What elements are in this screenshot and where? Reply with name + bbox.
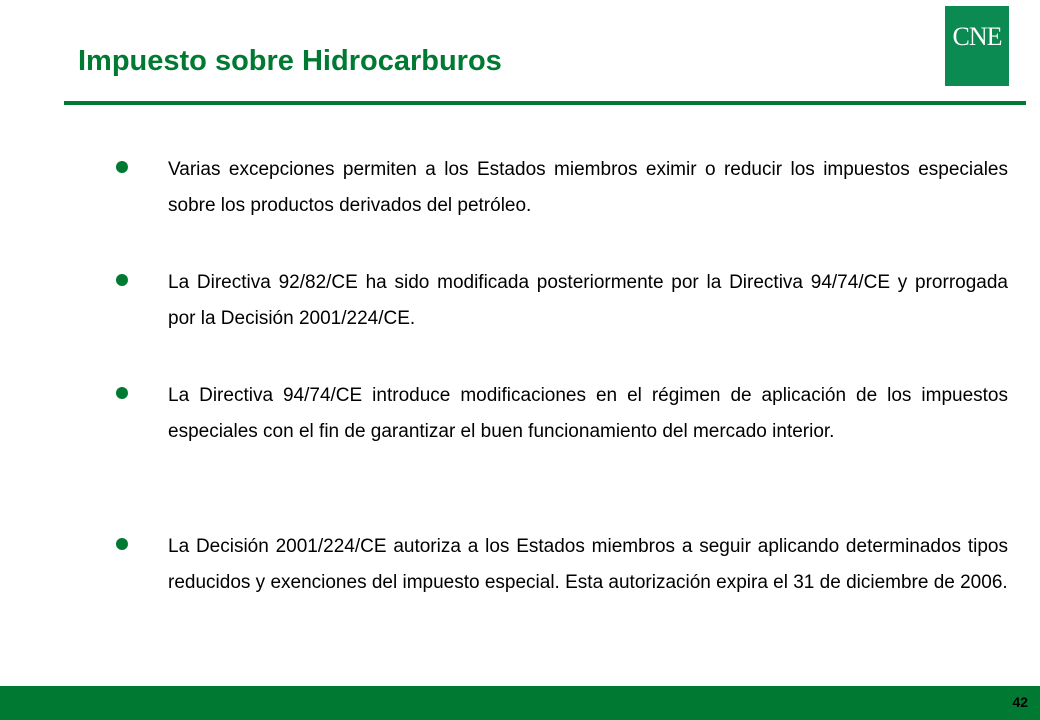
bullet-text: Varias excepciones permiten a los Estados miembros eximir o reducir los impuestos especiales sobre los productos derivados del petróleo. (168, 159, 1008, 216)
footer-bar (0, 686, 1040, 720)
slide-title: Impuesto sobre Hidrocarburos (78, 45, 502, 77)
bullet-dot-icon (116, 274, 128, 286)
page-number: 42 (1012, 694, 1028, 710)
bullet-text: La Directiva 94/74/CE introduce modificaciones en el régimen de aplicación de los impuestos especiales con el fin de garantizar el buen funcionamiento del mercado interior. (168, 385, 1008, 442)
bullet-dot-icon (116, 538, 128, 550)
bullet-dot-icon (116, 161, 128, 173)
logo-text: CNE (952, 22, 1002, 51)
bullet-text: La Decisión 2001/224/CE autoriza a los Estados miembros a seguir aplicando determinados tipos reducidos y exenciones del impuesto especial. Esta autorización expira el 31 de diciembre de 2006. (168, 536, 1008, 593)
bullet-text: La Directiva 92/82/CE ha sido modificada posteriormente por la Directiva 94/74/CE y prorrogada por la Decisión 2001/224/CE. (168, 272, 1008, 329)
bullet-dot-icon (116, 387, 128, 399)
